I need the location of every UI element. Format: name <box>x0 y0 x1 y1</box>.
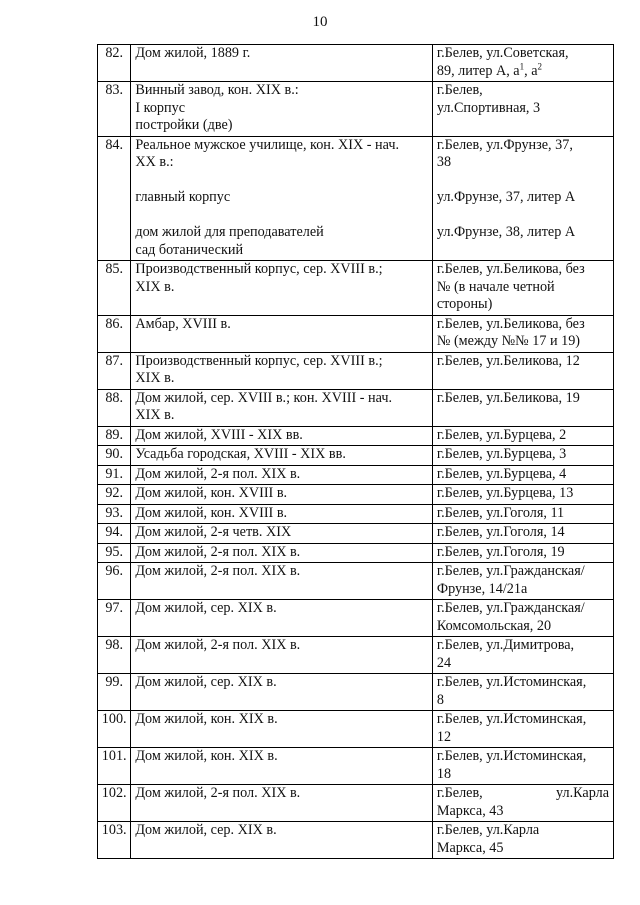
table-row <box>98 426 614 446</box>
description-line: Производственный корпус, сер. XVIII в.; <box>135 261 383 277</box>
row-number: 85. <box>98 261 131 316</box>
row-number: 103. <box>98 822 131 859</box>
table-row <box>98 465 614 485</box>
object-address <box>432 504 613 524</box>
object-description <box>131 711 433 748</box>
object-address <box>432 785 613 822</box>
address-line: ул.Фрунзе, 38, литер А <box>436 224 576 240</box>
address-line <box>436 60 609 81</box>
object-address <box>432 524 613 544</box>
address-line: г.Белев, ул.Бурцева, 2 <box>436 426 567 443</box>
object-description <box>131 637 433 674</box>
address-line: г.Белев, ул.Беликова, 12 <box>436 352 580 369</box>
row-number: 94. <box>98 524 131 544</box>
table-row <box>98 563 614 600</box>
row-number: 100. <box>98 711 131 748</box>
address-fragment: г.Белев, <box>436 785 483 801</box>
object-address <box>432 637 613 674</box>
object-address <box>432 711 613 748</box>
object-description <box>131 315 433 352</box>
row-number: 86. <box>98 315 131 352</box>
address-line: г.Белев, ул.Советская, <box>436 45 569 61</box>
description-line: Дом жилой, кон. XVIII в. <box>135 485 288 501</box>
address-line: ул.Спортивная, 3 <box>436 99 541 116</box>
table-row <box>98 543 614 563</box>
row-number: 91. <box>98 465 131 485</box>
object-description <box>131 136 433 261</box>
description-line: I корпус <box>135 99 185 116</box>
address-line: 38 <box>436 154 452 170</box>
address-fragment: , а <box>524 62 538 79</box>
description-line: Дом жилой, 2-я пол. XIX в. <box>135 563 301 579</box>
description-line: Дом жилой, сер. XIX в. <box>135 600 277 616</box>
row-number: 102. <box>98 785 131 822</box>
address-line: г.Белев, ул.Фрунзе, 37, <box>436 136 573 153</box>
description-line: Дом жилой, 2-я пол. XIX в. <box>135 785 301 801</box>
object-address <box>432 674 613 711</box>
object-address <box>432 600 613 637</box>
object-description <box>131 822 433 859</box>
table-row <box>98 711 614 748</box>
address-line: г.Белев, ул.Карла <box>436 822 540 838</box>
row-number: 88. <box>98 389 131 426</box>
object-description <box>131 524 433 544</box>
table-row <box>98 45 614 82</box>
description-line: Амбар, XVIII в. <box>135 315 231 332</box>
description-line: Реальное мужское училище, кон. XIX - нач. <box>135 136 400 153</box>
table-row <box>98 389 614 426</box>
description-line: Усадьба городская, XVIII - XIX вв. <box>135 446 346 462</box>
address-line: г.Белев, ул.Бурцева, 13 <box>436 485 574 501</box>
object-description <box>131 465 433 485</box>
description-line: Дом жилой, кон. XIX в. <box>135 748 278 764</box>
address-line: 18 <box>436 765 452 782</box>
object-description <box>131 543 433 563</box>
address-line: Маркса, 43 <box>436 802 504 819</box>
object-address <box>432 485 613 505</box>
page-number: 10 <box>312 14 328 30</box>
description-line: XIX в. <box>135 278 175 295</box>
table-row <box>98 674 614 711</box>
object-address <box>432 822 613 859</box>
description-line: XIX в. <box>135 370 175 386</box>
address-line: г.Белев, ул.Бурцева, 3 <box>436 446 567 462</box>
table-row <box>98 82 614 137</box>
description-line: Дом жилой, кон. XVIII в. <box>135 504 288 521</box>
row-number: 89. <box>98 426 131 446</box>
address-line: 12 <box>436 728 452 745</box>
object-address <box>432 315 613 352</box>
object-address <box>432 389 613 426</box>
object-address <box>432 748 613 785</box>
address-line: г.Белев, ул.Бурцева, 4 <box>436 465 567 482</box>
row-number: 83. <box>98 82 131 137</box>
description-line: Производственный корпус, сер. XVIII в.; <box>135 352 383 369</box>
address-line <box>437 785 609 803</box>
object-address <box>432 45 613 82</box>
address-line: г.Белев, ул.Гоголя, 11 <box>436 504 565 521</box>
description-line: главный корпус <box>135 189 231 205</box>
table-row <box>98 524 614 544</box>
object-address <box>432 563 613 600</box>
description-line: Дом жилой, сер. XIX в. <box>135 822 277 838</box>
address-line: г.Белев, ул.Беликова, 19 <box>436 389 580 406</box>
description-line: Дом жилой, 2-я пол. XIX в. <box>135 637 301 653</box>
object-description <box>131 785 433 822</box>
table-row <box>98 136 614 261</box>
object-address <box>432 543 613 563</box>
object-address <box>432 82 613 137</box>
row-number: 90. <box>98 446 131 466</box>
address-line: Комсомольская, 20 <box>436 617 552 634</box>
address-line: г.Белев, ул.Беликова, без <box>436 261 585 277</box>
description-line: Дом жилой, 2-я четв. XIX <box>135 524 292 540</box>
description-line: XX в.: <box>135 154 174 170</box>
object-address <box>432 136 613 261</box>
description-line: дом жилой для преподавателей <box>135 224 324 240</box>
address-line: Маркса, 45 <box>436 839 504 856</box>
object-description <box>131 82 433 137</box>
superscript-index: 1 <box>519 60 525 71</box>
description-line: Дом жилой, сер. XVIII в.; кон. XVIII - нач. <box>135 389 392 406</box>
address-line: стороны) <box>436 296 493 312</box>
object-description <box>131 563 433 600</box>
row-number: 95. <box>98 543 131 563</box>
row-number: 93. <box>98 504 131 524</box>
address-line: г.Белев, ул.Гражданская/ <box>436 600 585 616</box>
row-number: 84. <box>98 136 131 261</box>
address-fragment: 89, литер А, а <box>436 62 520 79</box>
object-address <box>432 465 613 485</box>
address-line: г.Белев, ул.Гражданская/ <box>436 563 585 579</box>
object-description <box>131 446 433 466</box>
object-description <box>131 504 433 524</box>
row-number: 101. <box>98 748 131 785</box>
row-number: 82. <box>98 45 131 82</box>
object-description <box>131 261 433 316</box>
table-row <box>98 446 614 466</box>
table-row <box>98 315 614 352</box>
table-row <box>98 785 614 822</box>
superscript-index: 2 <box>537 60 543 71</box>
row-number: 99. <box>98 674 131 711</box>
address-line: г.Белев, ул.Гоголя, 14 <box>436 524 565 540</box>
description-line: Дом жилой, сер. XIX в. <box>135 674 277 690</box>
description-line: сад ботанический <box>135 241 244 258</box>
monuments-table <box>97 44 614 859</box>
address-line: 24 <box>436 654 452 671</box>
address-line: ул.Фрунзе, 37, литер А <box>436 189 576 205</box>
object-address <box>432 352 613 389</box>
table-row <box>98 504 614 524</box>
object-description <box>131 485 433 505</box>
address-line: г.Белев, ул.Истоминская, <box>436 674 587 690</box>
object-description <box>131 674 433 711</box>
description-line: Винный завод, кон. XIX в.: <box>135 82 299 98</box>
table-row <box>98 637 614 674</box>
table-row <box>98 261 614 316</box>
address-line: г.Белев, ул.Гоголя, 19 <box>436 543 565 560</box>
description-line: Дом жилой, XVIII - XIX вв. <box>135 426 303 443</box>
table-row <box>98 822 614 859</box>
row-number: 87. <box>98 352 131 389</box>
address-line: г.Белев, ул.Димитрова, <box>436 637 575 653</box>
address-line: г.Белев, ул.Беликова, без <box>436 315 585 332</box>
object-description <box>131 600 433 637</box>
object-address <box>432 261 613 316</box>
description-line: Дом жилой, 2-я пол. XIX в. <box>135 465 301 482</box>
table-row <box>98 352 614 389</box>
row-number: 98. <box>98 637 131 674</box>
object-description <box>131 45 433 82</box>
description-line: постройки (две) <box>135 117 233 133</box>
table-row <box>98 600 614 637</box>
object-description <box>131 426 433 446</box>
address-line: г.Белев, ул.Истоминская, <box>436 711 587 727</box>
address-line: г.Белев, <box>436 82 483 98</box>
row-number: 92. <box>98 485 131 505</box>
address-line: г.Белев, ул.Истоминская, <box>436 748 587 764</box>
row-number: 96. <box>98 563 131 600</box>
address-fragment: ул.Карла <box>556 785 609 801</box>
address-line: Фрунзе, 14/21а <box>436 580 528 597</box>
description-line: Дом жилой, кон. XIX в. <box>135 711 278 727</box>
address-line: 8 <box>436 691 444 708</box>
table-row <box>98 748 614 785</box>
object-address <box>432 426 613 446</box>
object-description <box>131 748 433 785</box>
table-row <box>98 485 614 505</box>
address-line: № (между №№ 17 и 19) <box>436 333 581 349</box>
row-number: 97. <box>98 600 131 637</box>
object-address <box>432 446 613 466</box>
description-line: XIX в. <box>135 407 175 423</box>
description-line: Дом жилой, 1889 г. <box>135 45 251 61</box>
address-line: № (в начале четной <box>436 278 555 295</box>
object-description <box>131 352 433 389</box>
description-line: Дом жилой, 2-я пол. XIX в. <box>135 543 301 560</box>
object-description <box>131 389 433 426</box>
